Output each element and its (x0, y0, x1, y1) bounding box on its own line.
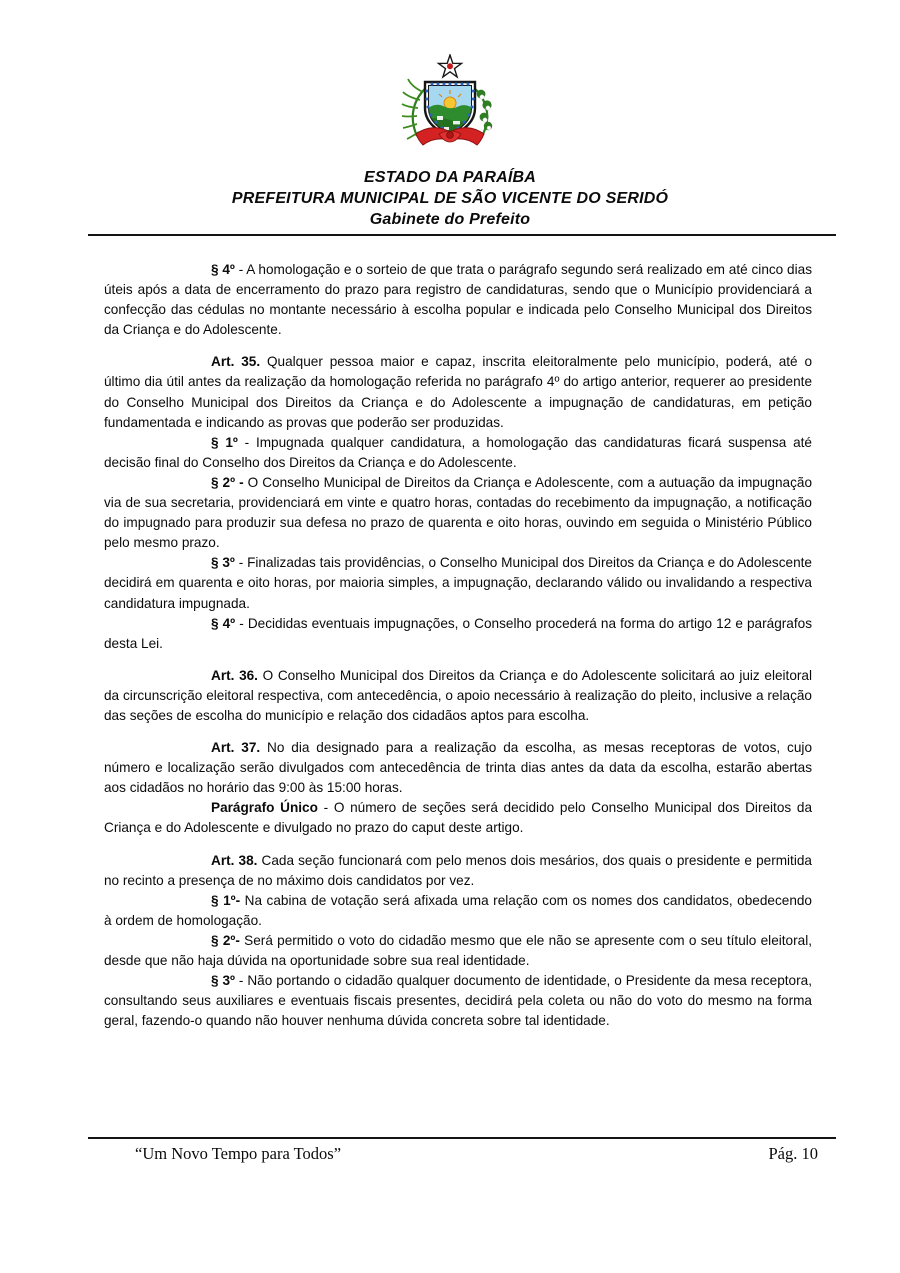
paragraph-lead: § 3º (211, 555, 235, 571)
paragraph-lead: § 2º - (211, 474, 244, 490)
paragraph-lead: Art. 36. (211, 667, 258, 683)
paragraph-art-38-s2 (104, 931, 812, 971)
paragraph-lead: Art. 38. (211, 852, 258, 868)
paragraph-text: - A homologação e o sorteio de que trata o parágrafo segundo será realizado em até cinco dias úteis após a data de encerramento do prazo para registro de candidaturas, sendo que o Município providenciará a confecção das cédulas no montante necessário à escolha popular e indicada pelo Conselho Municipal dos Direitos da Criança e do Adolescente. (104, 262, 812, 338)
paragraph-lead: Art. 35. (211, 354, 261, 370)
letterhead-office: Gabinete do Prefeito (369, 211, 531, 228)
paragraph-art-35-s4 (104, 614, 812, 654)
document-body (104, 260, 812, 1031)
paragraph-art-35-s3 (104, 553, 812, 613)
paragraph-text: O Conselho Municipal dos Direitos da Criança e do Adolescente solicitará ao juiz eleitoral da circunscrição eleitoral respectiva, com antecedência, o apoio necessário à realização do pleito, inclusive a relação das seções de escolha do município e relação dos cidadãos aptos para escolha. (104, 667, 812, 723)
paragraph-art-38-s3 (104, 971, 812, 1031)
paragraph-art-35-s1 (104, 433, 812, 473)
paraiba-coat-of-arms-icon (395, 54, 505, 162)
paragraph-text: O Conselho Municipal de Direitos da Criança e Adolescente, com a autuação da impugnação via de sua secretaria, providenciará em vinte e quatro horas, contadas do recebimento da impugnação, a notificação do impugnado para produzir sua defesa no prazo de quarenta e oito horas, ouvindo em seguida o Ministério Público pelo mesmo prazo. (104, 474, 812, 551)
paragraph-text: Na cabina de votação será afixada uma relação com os nomes dos candidatos, obedecendo à ordem de homologação. (104, 892, 812, 928)
paragraph-text: - Finalizadas tais providências, o Conselho Municipal dos Direitos da Criança e do Adolescente decidirá em quarenta e oito horas, por maioria simples, a impugnação, declarando válido ou invalidando a respectiva candidatura impugnada. (104, 555, 812, 611)
paragraph-art-35-s2 (104, 473, 812, 553)
paragraph-lead: § 1º- (211, 892, 241, 908)
letterhead-municipality: PREFEITURA MUNICIPAL DE SÃO VICENTE DO SERIDÓ (231, 190, 669, 207)
page-footer (88, 1137, 836, 1164)
header-divider (88, 234, 836, 236)
paragraph-lead: § 4º (211, 262, 235, 277)
paragraph-lead: Art. 37. (211, 740, 261, 756)
paragraph-text: - Impugnada qualquer candidatura, a homologação das candidaturas ficará suspensa até decisão final do Conselho dos Direitos da Criança e do Adolescente. (104, 434, 812, 470)
paragraph-text: Cada seção funcionará com pelo menos dois mesários, dos quais o presidente e permitida no recinto a presença de no máximo dois candidatos por vez. (104, 852, 812, 888)
paragraph-text: - O número de seções será decidido pelo Conselho Municipal dos Direitos da Criança e do Adolescente e divulgado no prazo do caput deste artigo. (104, 800, 812, 836)
letterhead (0, 0, 900, 236)
paragraph-art-35 (104, 352, 812, 432)
paragraph-s4-previous-article (104, 260, 812, 340)
paragraph-lead: Parágrafo Único (211, 800, 318, 816)
paragraph-art-38-s1 (104, 891, 812, 931)
paragraph-lead: § 3º (211, 973, 235, 989)
paragraph-art-37 (104, 738, 812, 798)
paragraph-text: Será permitido o voto do cidadão mesmo que ele não se apresente com o seu título eleitoral, desde que não haja dúvida na oportunidade sobre sua real identidade. (104, 932, 813, 968)
footer-motto: “Um Novo Tempo para Todos” (135, 1144, 342, 1163)
paragraph-text: - Decididas eventuais impugnações, o Conselho procederá na forma do artigo 12 e parágrafos desta Lei. (104, 615, 812, 651)
paragraph-text: Qualquer pessoa maior e capaz, inscrita eleitoralmente pelo município, poderá, até o último dia útil antes da realização da homologação referida no parágrafo 4º do artigo anterior, requerer ao presidente do Conselho Municipal dos Direitos da Criança e do Adolescente a impugnação de candidaturas, em petição fundamentada e indicando as provas que poderão ser produzidas. (104, 354, 813, 430)
footer-page-number: Pág. 10 (768, 1144, 818, 1163)
paragraph-art-36 (104, 666, 812, 726)
paragraph-lead: § 4º (211, 615, 236, 631)
paragraph-lead: § 2º- (211, 932, 240, 948)
letterhead-state: ESTADO DA PARAÍBA (364, 169, 536, 186)
paragraph-text: No dia designado para a realização da escolha, as mesas receptoras de votos, cujo número e localização serão divulgados com antecedência de trinta dias antes da data da escolha, estarão abertas aos cidadãos no horário das 9:00 às 15:00 horas. (104, 740, 812, 796)
crest-container (0, 0, 900, 167)
paragraph-text: - Não portando o cidadão qualquer documento de identidade, o Presidente da mesa receptora, consultando seus auxiliares e eventuais fiscais presentes, decidirá pela coleta ou não do voto do mesmo na forma geral, fazendo-o quando não houver nenhuma dúvida concreta sobre tal identidade. (104, 973, 812, 1029)
paragraph-art-37-paragrafo-unico (104, 798, 812, 838)
paragraph-art-38 (104, 851, 812, 891)
paragraph-lead: § 1º (211, 434, 238, 450)
